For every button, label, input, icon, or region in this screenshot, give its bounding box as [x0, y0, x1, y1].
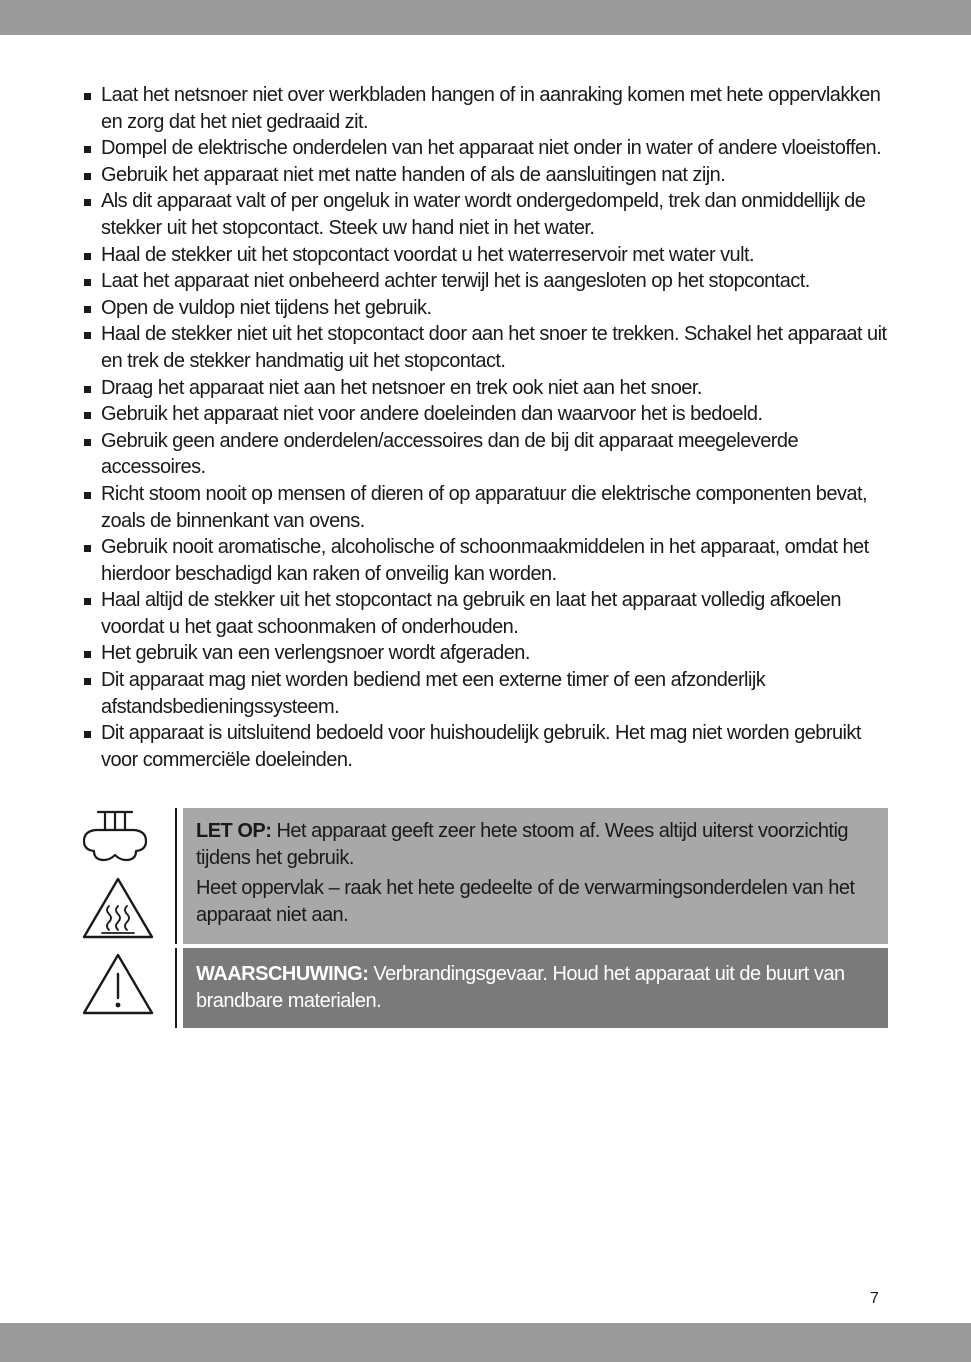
hot-surface-warning-icon [82, 876, 154, 940]
list-item: Gebruik het apparaat niet met natte handen of als de aansluitingen nat zijn. [82, 162, 890, 189]
caution-text [196, 818, 876, 871]
caution-label: LET OP: [196, 820, 272, 842]
warning-box [183, 948, 888, 1028]
caution-box [183, 808, 888, 944]
list-item: Gebruik nooit aromatische, alcoholische of schoonmaakmiddelen in het apparaat, omdat het hierdoor beschadigd kan raken of onveilig kan worden. [82, 534, 890, 587]
list-item: Laat het apparaat niet onbeheerd achter terwijl het is aangesloten op het stopcontact. [82, 268, 890, 295]
warning-label: WAARSCHUWING: [196, 963, 369, 985]
list-item: Gebruik het apparaat niet voor andere doeleinden dan waarvoor het is bedoeld. [82, 401, 890, 428]
list-item: Het gebruik van een verlengsnoer wordt afgeraden. [82, 640, 890, 667]
list-item: Haal altijd de stekker uit het stopcontact na gebruik en laat het apparaat volledig afkoelen voordat u het gaat schoonmaken of onderhouden. [82, 587, 890, 640]
divider [175, 808, 177, 944]
hot-surface-text: Heet oppervlak – raak het hete gedeelte of de verwarmingsonderdelen van het apparaat niet aan. [196, 877, 855, 926]
list-item: Dit apparaat is uitsluitend bedoeld voor huishoudelijk gebruik. Het mag niet worden gebruikt voor commerciële doeleinden. [82, 720, 890, 773]
list-item: Gebruik geen andere onderdelen/accessoires dan de bij dit apparaat meegeleverde accessoires. [82, 428, 890, 481]
warning-triangle-icon [82, 952, 154, 1016]
page-number: 7 [870, 1290, 879, 1307]
top-bar [0, 0, 971, 35]
list-item: Laat het netsnoer niet over werkbladen hangen of in aanraking komen met hete oppervlakken en zorg dat het niet gedraaid zit. [82, 82, 890, 135]
warning-notice [82, 948, 888, 1028]
list-item: Dompel de elektrische onderdelen van het apparaat niet onder in water of andere vloeistoffen. [82, 135, 890, 162]
caution-notice [82, 808, 888, 944]
list-item: Draag het apparaat niet aan het netsnoer en trek ook niet aan het snoer. [82, 375, 890, 402]
list-item: Als dit apparaat valt of per ongeluk in water wordt ondergedompeld, trek dan onmiddellijk de stekker uit het stopcontact. Steek uw hand niet in het water. [82, 188, 890, 241]
divider [175, 948, 177, 1028]
bottom-bar [0, 1323, 971, 1362]
list-item: Richt stoom nooit op mensen of dieren of op apparatuur die elektrische componenten bevat, zoals de binnenkant van ovens. [82, 481, 890, 534]
list-item: Dit apparaat mag niet worden bediend met een externe timer of een afzonderlijk afstandsbedieningssysteem. [82, 667, 890, 720]
list-item: Haal de stekker niet uit het stopcontact door aan het snoer te trekken. Schakel het apparaat uit en trek de stekker handmatig uit het stopcontact. [82, 321, 890, 374]
safety-list [82, 82, 890, 773]
steam-icon [82, 810, 148, 866]
warning-message: Verbrandingsgevaar. Houd het apparaat uit de buurt van brandbare materialen. [196, 963, 845, 1012]
list-item: Open de vuldop niet tijdens het gebruik. [82, 295, 890, 322]
caution-message: Het apparaat geeft zeer hete stoom af. Wees altijd uiterst voorzichtig tijdens het gebruik. [196, 820, 849, 869]
list-item: Haal de stekker uit het stopcontact voordat u het waterreservoir met water vult. [82, 242, 890, 269]
